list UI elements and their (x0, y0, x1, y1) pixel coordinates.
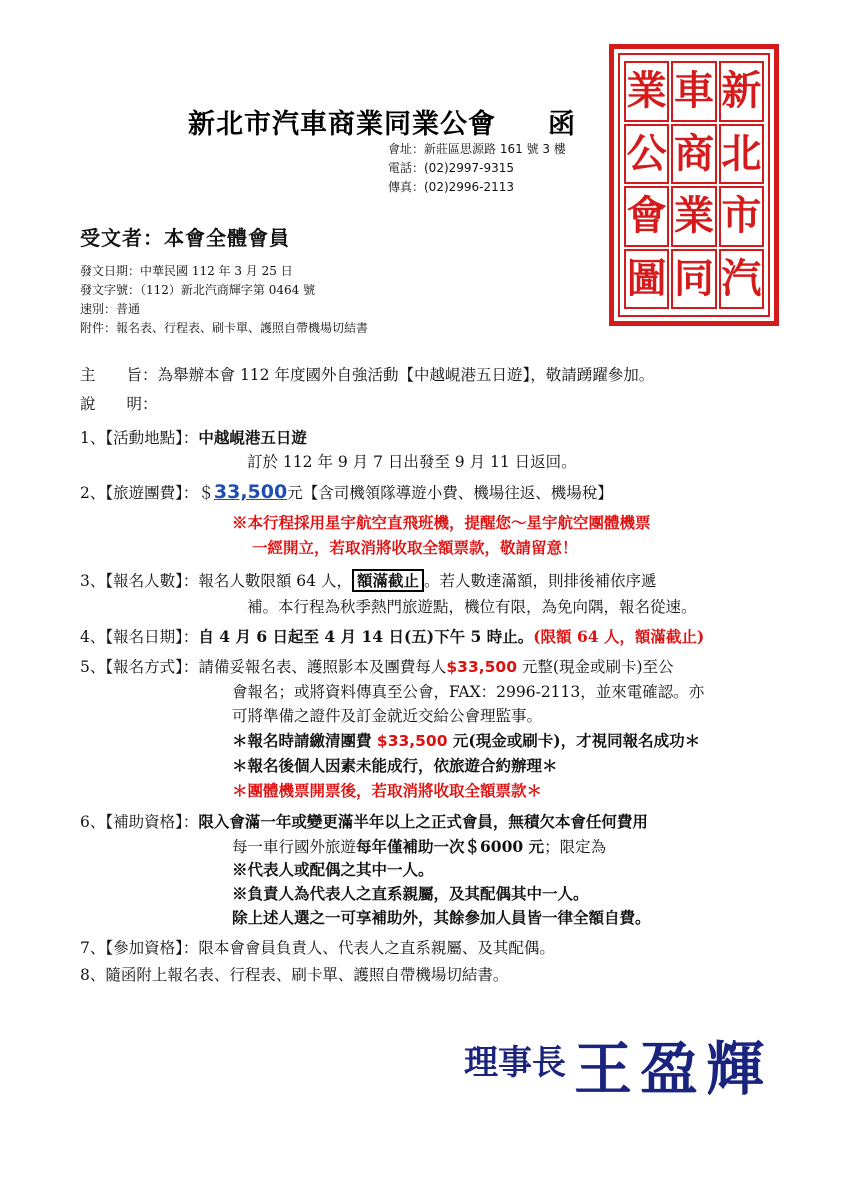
item-6-line2-a: 每一車行國外旅遊 (232, 838, 357, 856)
item-5-text-b: 元整(現金或刷卡)至公 (517, 658, 674, 676)
item-5-note-1-amount: $33,500 (376, 732, 448, 750)
item-8: 8、隨函附上報名表、行程表、刷卡單、護照自帶機場切結書。 (80, 966, 509, 984)
item-1-line2: 訂於 112 年 9 月 7 日出發至 9 月 11 日返回。 (247, 453, 577, 471)
item-5-label: 5、【報名方式】： (80, 658, 199, 676)
item-2-label: 2、【旅遊團費】： (80, 484, 199, 502)
item-3 (80, 569, 656, 591)
subject-text: 為舉辦本會 112 年度國外自強活動【中越峴港五日遊】，敬請踴躍參加。 (157, 366, 655, 384)
signer-name: 王盈輝 (574, 1035, 773, 1103)
fax-line: 傳真：(02)2996-2113 (388, 180, 515, 194)
item-2-amount: 33,500 (213, 481, 288, 503)
issue-date: 發文日期：中華民國 112 年 3 月 25 日 (80, 264, 293, 278)
item-5-line2: 會報名；或將資料傳真至公會，FAX：2996-2113，並來電確認。亦 (232, 683, 705, 701)
item-5-line3: 可將準備之證件及訂金就近交給公會理監事。 (232, 707, 543, 725)
item-3-text-a: 報名人數限額 64 人， (198, 572, 352, 590)
item-3-text-b: 。若人數達滿額，則排後補依序遞 (423, 572, 657, 590)
seal-glyph: 業 (624, 61, 669, 122)
subject-label: 主 旨： (80, 366, 158, 384)
seal-glyph: 北 (719, 124, 764, 185)
item-2-warning-2: 一經開立，若取消將收取全額票款，敬請留意！ (252, 538, 578, 557)
item-2-warning-1: ※本行程採用星宇航空直飛班機，提醒您～星宇航空團體機票 (232, 513, 651, 532)
item-5-note-3: ＊團體機票開票後，若取消將收取全額票款＊ (232, 781, 543, 800)
item-6-line1: 限入會滿一年或變更滿半年以上之正式會員，無積欠本會任何費用 (198, 812, 648, 831)
seal-glyph: 業 (671, 186, 716, 247)
recipient: 受文者：本會全體會員 (80, 226, 290, 250)
item-3-line2: 補。本行程為秋季熱門旅遊點，機位有限，為免向隅，報名從速。 (247, 598, 697, 616)
seal-glyph: 汽 (719, 249, 764, 310)
item-5-note-1-a: ＊報名時請繳清團費 (232, 731, 377, 750)
document-type: 函 (548, 109, 575, 140)
item-4 (80, 625, 704, 647)
item-6-line2-c: ；限定為 (544, 838, 607, 856)
seal-glyph: 會 (624, 186, 669, 247)
item-6-label: 6、【補助資格】： (80, 813, 199, 831)
attachments: 附件：報名表、行程表、刷卡單、護照自帶機場切結書 (80, 321, 369, 335)
item-2-currency: ＄ (198, 484, 214, 502)
item-6-line3: ※代表人或配偶之其中一人。 (232, 860, 434, 879)
item-5-note-1 (232, 729, 700, 751)
seal-glyph: 商 (671, 124, 716, 185)
item-1 (80, 426, 307, 448)
item-6-line5: 除上述人選之一可享補助外，其餘參加人員皆一律全額自費。 (232, 908, 651, 927)
item-5-amount: $33,500 (446, 658, 517, 676)
official-seal (609, 44, 779, 326)
seal-glyph: 同 (671, 249, 716, 310)
priority: 速別：普通 (80, 302, 141, 316)
item-7 (80, 936, 555, 958)
item-5-text-a: 請備妥報名表、護照影本及團費每人 (198, 658, 447, 676)
seal-glyph: 公 (624, 124, 669, 185)
item-6 (80, 810, 648, 832)
item-1-value: 中越峴港五日遊 (198, 428, 307, 447)
seal-glyph: 新 (719, 61, 764, 122)
item-2-rest: 元【含司機領隊導遊小費、機場往返、機場稅】 (287, 484, 613, 502)
item-2 (80, 481, 613, 503)
address-line: 會址：新莊區思源路 161 號 3 樓 (388, 142, 566, 156)
item-6-line2 (232, 835, 606, 857)
explain-label: 說 明： (80, 395, 158, 413)
item-4-text: 自 4 月 6 日起至 4 月 14 日(五)下午 5 時止。 (198, 627, 534, 646)
item-6-line4: ※負責人為代表人之直系親屬，及其配偶其中一人。 (232, 884, 589, 903)
full-cutoff-box: 額滿截止 (352, 569, 424, 592)
item-5 (80, 655, 674, 677)
seal-glyph: 市 (719, 186, 764, 247)
signer-title: 理事長 (464, 1043, 566, 1083)
item-7-label: 7、【參加資格】： (80, 939, 199, 957)
seal-glyph: 圖 (624, 249, 669, 310)
item-4-limit: (限額 64 人，額滿截止) (533, 627, 705, 646)
phone-line: 電話：(02)2997-9315 (388, 161, 515, 175)
item-3-label: 3、【報名人數】： (80, 572, 199, 590)
item-5-note-2: ＊報名後個人因素未能成行，依旅遊合約辦理＊ (232, 756, 558, 775)
item-6-line2-b: 每年僅補助一次＄6000 元 (356, 837, 545, 856)
document-number: 發文字號：（112）新北汽商輝字第 0464 號 (80, 283, 316, 297)
item-5-note-1-b: 元(現金或刷卡)，才視同報名成功＊ (447, 731, 701, 750)
item-7-text: 限本會會員負責人、代表人之直系親屬、及其配偶。 (198, 939, 555, 957)
seal-glyph: 車 (671, 61, 716, 122)
subject-line (80, 363, 654, 385)
item-1-label: 1、【活動地點】： (80, 429, 199, 447)
item-4-label: 4、【報名日期】： (80, 628, 199, 646)
organization-title: 新北市汽車商業同業公會 (188, 109, 496, 140)
